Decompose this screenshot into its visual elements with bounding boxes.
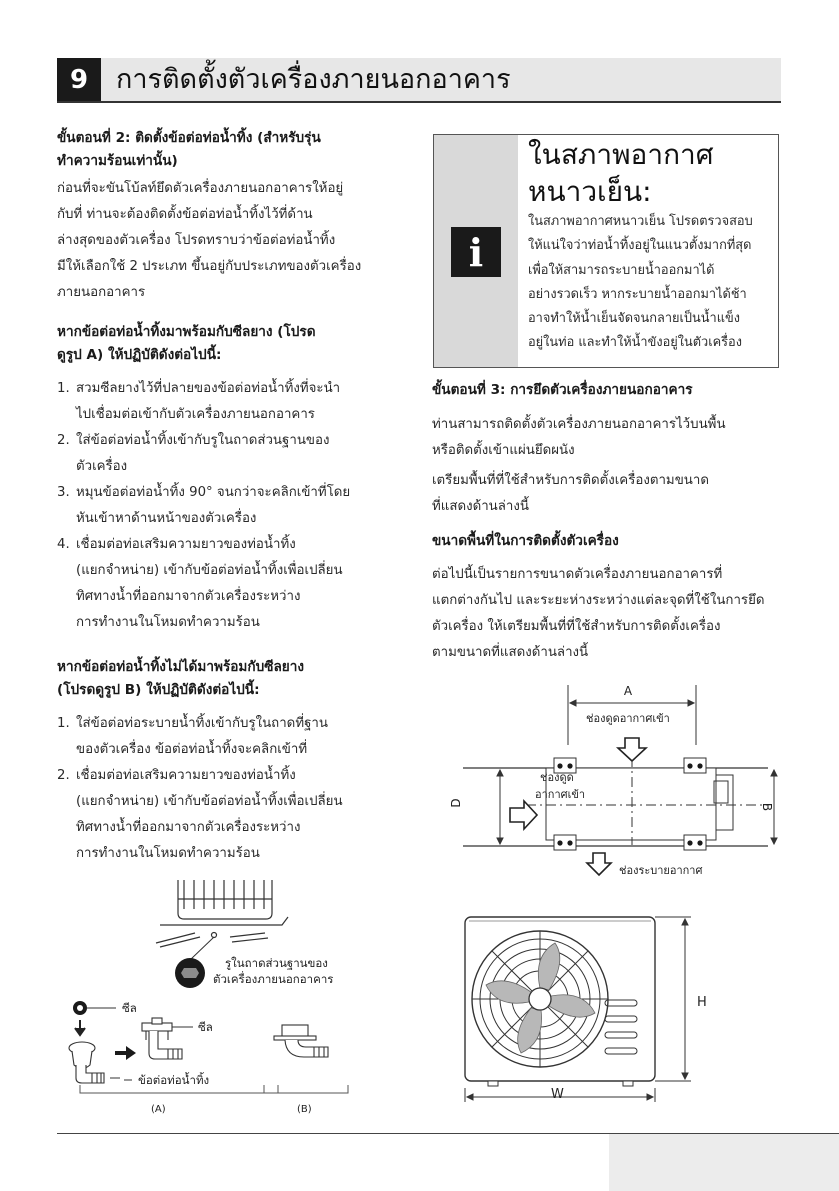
list-item: 3. หมุนข้อต่อท่อน้ำทิ้ง 90° จนกว่าจะคลิกเข้าที่โดย หันเข้าหาด้านหน้าของตัวเครื่อง [57,485,351,526]
seal-label-2: ซีล [198,1020,213,1034]
air-inlet-side-label-2: อากาศเข้า [535,788,586,801]
dim-h-label: H [697,995,707,1010]
air-inlet-side-label-1: ช่องดูด [540,771,574,784]
air-outlet-arrow-icon [587,853,611,875]
space-heading: ขนาดพื้นที่ในการติดตั้งตัวเครื่อง [432,533,619,549]
header-rule [57,101,781,103]
label-b: (B) [297,1104,312,1115]
air-inlet-top-label: ช่องดูดอากาศเข้า [586,712,670,725]
air-inlet-arrow-icon [618,738,646,761]
section-number: 9 [57,58,101,102]
seal-label: ซีล [122,1001,137,1015]
step3-paragraph-1: ท่านสามารถติดตั้งตัวเครื่องภายนอกอาคารไว้บนพื้น หรือติดตั้งเข้าแผ่นยึดผนัง [432,417,726,458]
unit-base-drawing [156,880,288,947]
air-outlet-label: ช่องระบายอากาศ [619,864,703,877]
step2-heading: ขั้นตอนที่ 2: ติดตั้งข้อต่อท่อน้ำทิ้ง (สำหรับรุ่น ทำความร้อนเท่านั้น) [57,130,321,169]
hole-label-2: ตัวเครื่องภายนอกอาคาร [213,972,334,986]
space-paragraph: ต่อไปนี้เป็นรายการขนาดตัวเครื่องภายนอกอาคารที่ แตกต่างกันไป และระยะห่างระหว่างแต่ละจุดที่ใช้ในการยึด ตัวเครื่อง ให้เตรียมพื้นที่ที่ใช้สำหรับการติดตั้งเครื่อง ตามขนาดที่แสดงด้านล่างนี้ [432,567,765,660]
list-item: 1. ใส่ข้อต่อท่อระบายน้ำทิ้งเข้ากับรูในถาดที่ฐาน ของตัวเครื่อง ข้อต่อท่อน้ำทิ้งจะคลิกเข้าที่ [57,716,328,757]
right-arrow-icon [115,1046,136,1060]
page-title: การติดตั้งตัวเครื่องภายนอกอาคาร [116,64,511,95]
info-title: ในสภาพอากาศ หนาวเย็น: [528,138,714,208]
list-item: 4. เชื่อมต่อท่อเสริมความยาวของท่อน้ำทิ้ง (แยกจำหน่าย) เข้ากับข้อต่อท่อน้ำทิ้งเพื่อเปลี่ยน ทิศทางน้ำที่ออกมาจากตัวเครื่องระหว่าง การทำงานในโหมดทำความร้อน [57,537,343,630]
case-b-steps [57,711,407,867]
list-item: 1. สวมซีลยางไว้ที่ปลายของข้อต่อท่อน้ำทิ้งที่จะนำ ไปเชื่อมต่อเข้ากับตัวเครื่องภายนอกอาคาร [57,381,341,422]
info-body: ในสภาพอากาศหนาวเย็น โปรดตรวจสอบ ให้แน่ใจว่าท่อน้ำทิ้งอยู่ในแนวตั้งมากที่สุด เพื่อให้สามารถระบายน้ำออกมาได้ อย่างรวดเร็ว หากระบายน้ำออกมาได้ช้า อาจทำให้น้ำเย็นจัดจนกลายเป็นน้ำแข็ง อยู่ในท่อ และทำให้น้ำขังอยู่ในตัวเครื่อง [528,214,753,351]
dim-a-label: A [623,684,633,698]
step2-paragraph: ก่อนที่จะขันโบ้ลท์ยึดตัวเครื่องภายนอกอาคารให้อยู่ กับที่ ท่านจะต้องติดตั้งข้อต่อท่อน้ำทิ้งไว้ที่ด้าน ล่างสุดของตัวเครื่อง โปรดทราบว่าข้อต่อท่อน้ำทิ้ง มีให้เลือกใช้ 2 ประเภท ขึ้นอยู่กับประเภทของตัวเครื่อง ภายนอกอาคาร [57,181,362,300]
dim-d-label: D [449,798,463,808]
front-view-diagram [455,908,725,1103]
hole-magnified-icon [175,958,205,988]
top-view-diagram [438,675,788,885]
down-arrow-icon [75,1020,85,1035]
drain-connector-figure [60,875,410,1120]
step3-paragraph-2: เตรียมพื้นที่ที่ใช้สำหรับการติดตั้งเครื่องตามขนาด ที่แสดงด้านล่างนี้ [432,473,709,514]
list-item: 2. เชื่อมต่อท่อเสริมความยาวของท่อน้ำทิ้ง (แยกจำหน่าย) เข้ากับข้อต่อท่อน้ำทิ้งเพื่อเปลี่ยน ทิศทางน้ำที่ออกมาจากตัวเครื่องระหว่าง การทำงานในโหมดทำความร้อน [57,768,343,861]
dim-w-label: W [551,1087,564,1102]
dim-b-label: B [760,802,774,812]
footer-box [609,1134,839,1191]
case-a-heading: หากข้อต่อท่อน้ำทิ้งมาพร้อมกับซีลยาง (โปรด ดูรูป A) ให้ปฏิบัติดังต่อไปนี้: [57,324,316,363]
info-icon: i [451,227,501,277]
step3-heading: ขั้นตอนที่ 3: การยึดตัวเครื่องภายนอกอาคาร [432,382,693,398]
drain-connector-installed-drawing [142,1018,182,1059]
label-a: (A) [151,1104,166,1115]
seal-ring-icon [73,1001,87,1015]
drain-connector-b-drawing [274,1025,328,1057]
case-b-heading: หากข้อต่อท่อน้ำทิ้งไม่ได้มาพร้อมกับซีลยาง (โปรดดูรูป B) ให้ปฏิบัติดังต่อไปนี้: [57,659,305,698]
list-item: 2. ใส่ข้อต่อท่อน้ำทิ้งเข้ากับรูในถาดส่วนฐานของ ตัวเครื่อง [57,433,330,474]
hole-leader-line [190,937,214,960]
drain-connector-a-drawing [69,1042,104,1083]
case-a-steps [57,376,407,636]
connector-label: ข้อต่อท่อน้ำทิ้ง [138,1073,210,1087]
bracket-b [264,1085,348,1093]
hole-label-1: รูในถาดส่วนฐานของ [225,956,328,970]
